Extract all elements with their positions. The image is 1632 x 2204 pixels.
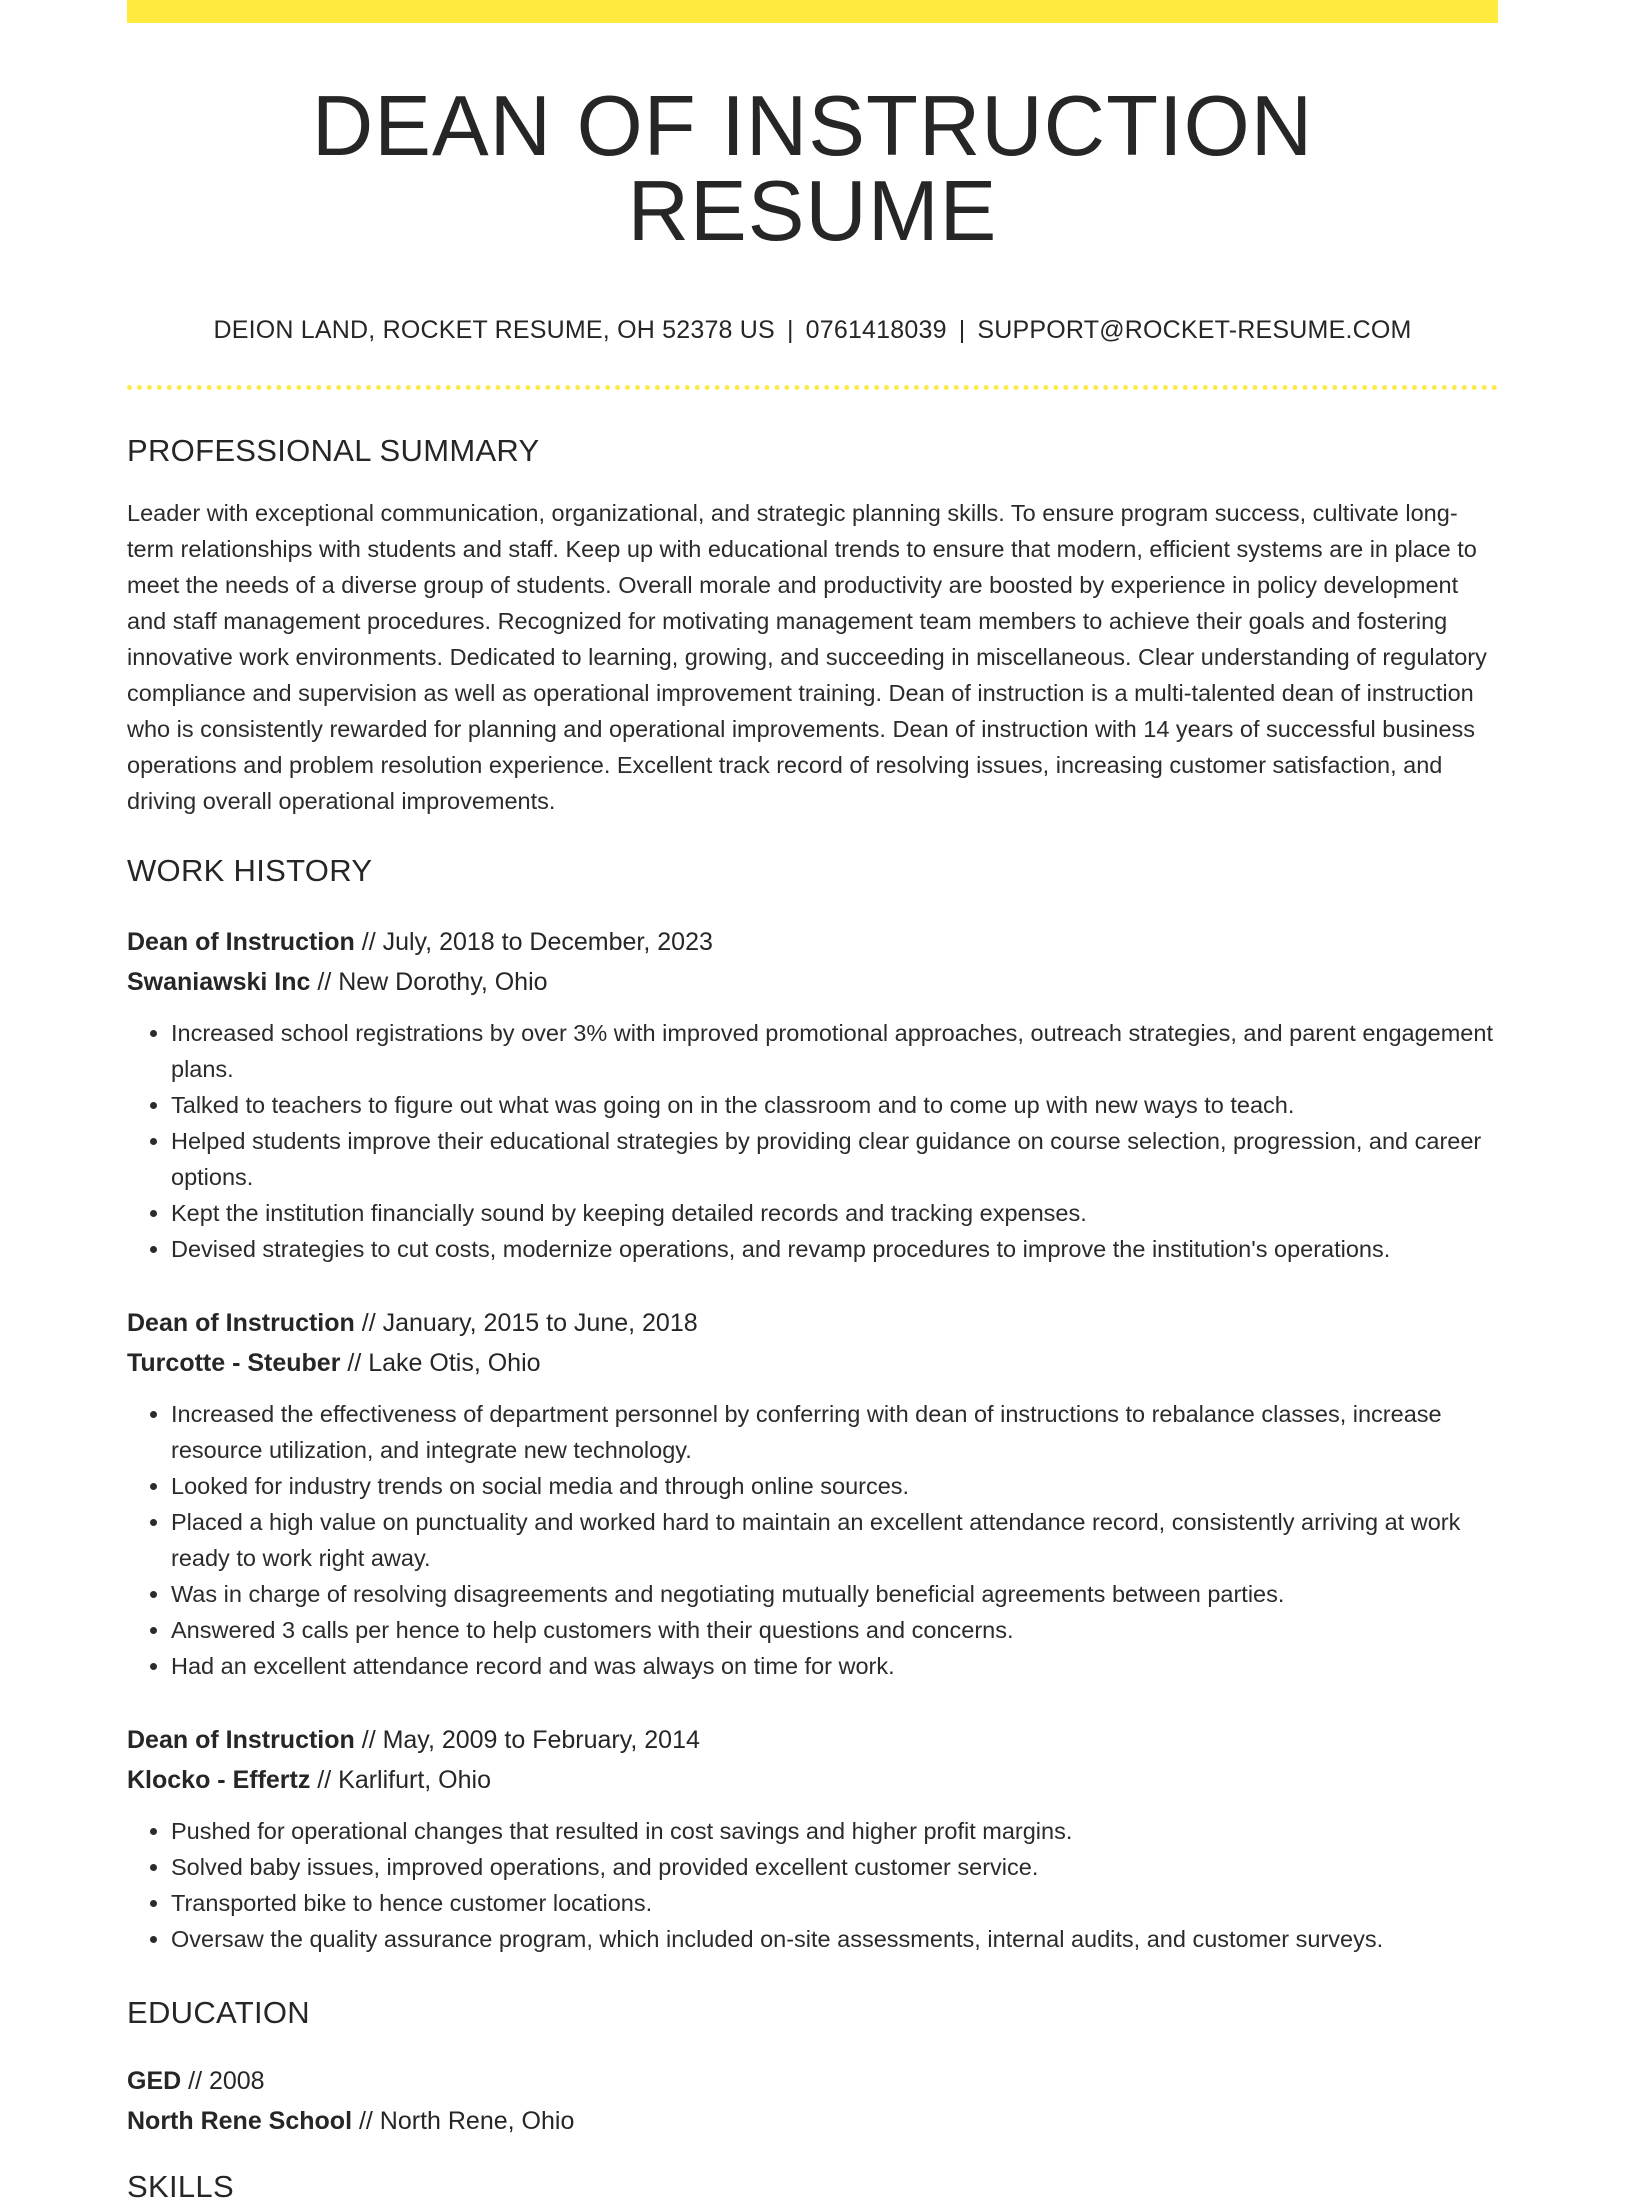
job-bullet-list xyxy=(127,1015,1498,1267)
job-dates: // July, 2018 to December, 2023 xyxy=(354,928,713,956)
job-location: // Karlifurt, Ohio xyxy=(310,1766,491,1794)
education-degree: GED xyxy=(127,2067,182,2095)
job-bullet: • Devised strategies to cut costs, modernize operations, and revamp procedures to improve the institution's operations. xyxy=(171,1231,1498,1267)
job-entry xyxy=(127,1720,1498,1957)
job-bullet: • Answered 3 calls per hence to help customers with their questions and concerns. xyxy=(171,1612,1498,1648)
education-entry xyxy=(127,2061,1498,2141)
top-accent-bar xyxy=(127,0,1498,23)
job-dates: // May, 2009 to February, 2014 xyxy=(354,1726,700,1754)
education-location: // North Rene, Ohio xyxy=(352,2107,575,2135)
job-bullet-list xyxy=(127,1396,1498,1684)
job-company-line xyxy=(127,1760,1498,1800)
job-title-line xyxy=(127,1303,1498,1343)
job-bullet: • Placed a high value on punctuality and worked hard to maintain an excellent attendance record, consistently arriving at work ready to work right away. xyxy=(171,1504,1498,1576)
job-bullet: • Looked for industry trends on social media and through online sources. xyxy=(171,1468,1498,1504)
job-bullet: • Had an excellent attendance record and was always on time for work. xyxy=(171,1648,1498,1684)
job-location: // Lake Otis, Ohio xyxy=(340,1349,541,1377)
job-bullet: • Talked to teachers to figure out what was going on in the classroom and to come up with new ways to teach. xyxy=(171,1087,1498,1123)
job-company-line xyxy=(127,1343,1498,1383)
skills-heading: SKILLS xyxy=(127,2169,234,2204)
education-heading: EDUCATION xyxy=(127,1995,310,2030)
job-bullet: • Oversaw the quality assurance program, which included on-site assessments, internal audits, and customer surveys. xyxy=(171,1921,1498,1957)
work-history-list xyxy=(127,922,1498,1957)
contact-separator: | xyxy=(958,316,966,344)
education-degree-line xyxy=(127,2061,1498,2101)
resume-title: DEAN OF INSTRUCTION RESUME xyxy=(311,79,1314,259)
job-bullet: • Increased the effectiveness of department personnel by conferring with dean of instructions to rebalance classes, increase resource utilization, and integrate new technology. xyxy=(171,1396,1498,1468)
job-bullet: • Helped students improve their educational strategies by providing clear guidance on course selection, progression, and career options. xyxy=(171,1123,1498,1195)
education-school-line xyxy=(127,2101,1498,2141)
resume-page xyxy=(127,0,1498,2202)
contact-separator: | xyxy=(786,316,794,344)
job-bullet: • Pushed for operational changes that resulted in cost savings and higher profit margins. xyxy=(171,1813,1498,1849)
job-location: // New Dorothy, Ohio xyxy=(310,968,548,996)
job-company: Klocko - Effertz xyxy=(127,1766,311,1794)
contact-address: DEION LAND, ROCKET RESUME, OH 52378 US xyxy=(213,316,775,344)
job-bullet: • Was in charge of resolving disagreements and negotiating mutually beneficial agreements between parties. xyxy=(171,1576,1498,1612)
job-dates: // January, 2015 to June, 2018 xyxy=(354,1309,698,1337)
job-position: Dean of Instruction xyxy=(127,928,355,956)
job-title-line xyxy=(127,1720,1498,1760)
job-entry xyxy=(127,1303,1498,1684)
contact-line xyxy=(127,316,1498,345)
job-position: Dean of Instruction xyxy=(127,1726,355,1754)
summary-heading: PROFESSIONAL SUMMARY xyxy=(127,433,540,468)
job-position: Dean of Instruction xyxy=(127,1309,355,1337)
contact-email: SUPPORT@ROCKET-RESUME.COM xyxy=(977,316,1412,344)
job-bullet: • Solved baby issues, improved operations, and provided excellent customer service. xyxy=(171,1849,1498,1885)
work-history-heading: WORK HISTORY xyxy=(127,853,373,888)
job-company: Swaniawski Inc xyxy=(127,968,311,996)
job-bullet-list xyxy=(127,1813,1498,1957)
job-bullet: • Increased school registrations by over 3% with improved promotional approaches, outreach strategies, and parent engagement plans. xyxy=(171,1015,1498,1087)
job-title-line xyxy=(127,922,1498,962)
job-company: Turcotte - Steuber xyxy=(127,1349,341,1377)
job-entry xyxy=(127,922,1498,1267)
contact-phone: 0761418039 xyxy=(805,316,947,344)
summary-text: Leader with exceptional communication, organizational, and strategic planning skills. To ensure program success, cultivate long-term relationships with students and staff. Keep up with educational trends to ensure that modern, efficient systems are in place to meet the needs of a diverse group of students. Overall morale and productivity are boosted by experience in policy development and staff management procedures. Recognized for motivating management team members to achieve their goals and fostering innovative work environments. Dedicated to learning, growing, and succeeding in miscellaneous. Clear understanding of regulatory compliance and supervision as well as operational improvement training. Dean of instruction is a multi-talented dean of instruction who is consistently rewarded for planning and operational improvements. Dean of instruction with 14 years of successful business operations and problem resolution experience. Excellent track record of resolving issues, increasing customer satisfaction, and driving overall operational improvements. xyxy=(127,500,1487,814)
education-year: // 2008 xyxy=(181,2067,265,2095)
job-bullet: • Kept the institution financially sound by keeping detailed records and tracking expenses. xyxy=(171,1195,1498,1231)
job-company-line xyxy=(127,962,1498,1002)
education-school: North Rene School xyxy=(127,2107,353,2135)
job-bullet: • Transported bike to hence customer locations. xyxy=(171,1885,1498,1921)
dotted-divider xyxy=(127,385,1498,390)
